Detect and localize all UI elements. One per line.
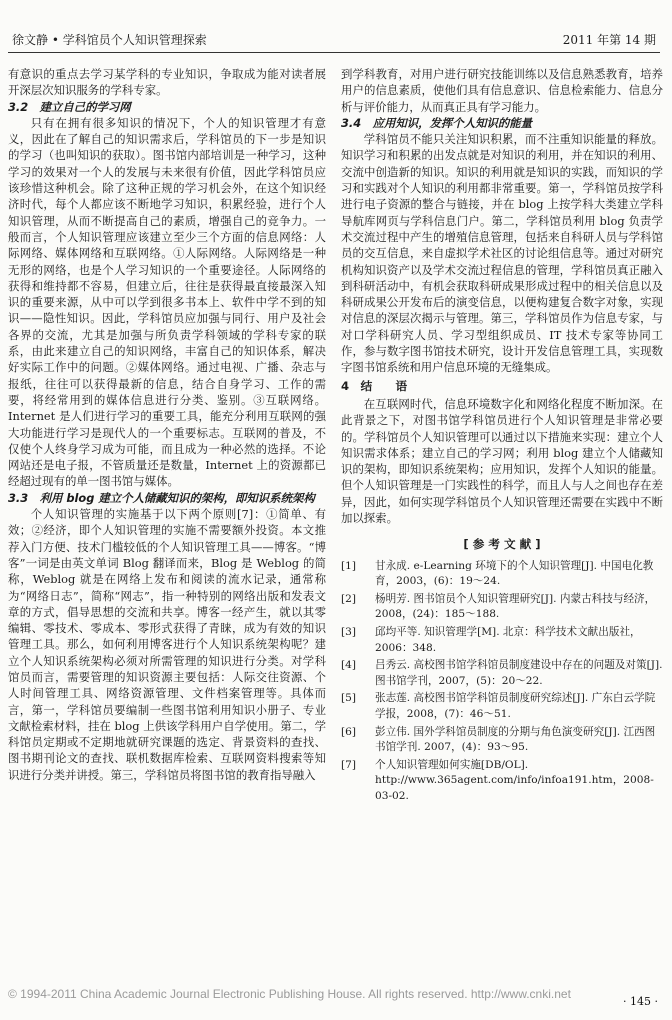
copyright-notice: © 1994-2011 China Academic Journal Electronic Publishing House. All rights reserved. http://www.cnki.net — [8, 987, 571, 1001]
paragraph: 在互联网时代，信息环境数字化和网络化程度不断加深。在此背景之下，对图书馆学科馆员进行个人知识管理是非常必要的。学科馆员个人知识管理可以通过以下措施来实现：建立个人知识需求体系；建立自己的学习网；利用 blog 建立个人储藏知识的架构，即知识系统架构；应用知识，发挥个人知识的能量。但个人知识管理是一门实践性的科学，而且人与人之间也存在差异，因此，如何实现学科馆员个人知识管理还需要在实践中不断加以探索。 — [341, 396, 663, 526]
header-title: 徐文静 • 学科馆员个人知识管理探索 — [12, 33, 207, 47]
right-column — [341, 66, 663, 807]
reference-text: 张志莲. 高校图书馆学科馆员制度研究综述[J]. 广东白云学院学报，2008，(7)：46～51. — [375, 692, 656, 720]
header-issue: 2011 年第 14 期 — [562, 33, 656, 47]
page-footer — [0, 985, 672, 1008]
paragraph: 学科馆员不能只关注知识积累，而不注重知识能量的释放。知识学习和积累的出发点就是对知识的利用，并在知识的利用、交流中创造新的知识。知识的利用就是知识的实践，而知识的学习和实践对个人知识的利用都非常重要。第一，学科馆员按学科进行电子资源的整合与链接，并在 blog 上按学科大类建立学科导航库网页与学科信息门户。第二，学科馆员利用 blog 负责学术交流过程中产生的增殖信息管理，包括来自科研人员与学科馆员的交互信息，来自虚拟学术社区的讨论组信息等。通过对研究机构知识资产以及学术交流过程信息的管理，学科馆员真正融入到科研活动中，有机会获取科研成果形成过程中的相关信息以及科研成果公开发布后的演变信息，以便构建复合数字对象，实现对信息的深层次揭示与管理。第三，学科馆员作为信息专家，与对口学科研究人员、学习型组织成员、IT 技术专家等协同工作，参与数字图书馆技术研究，设计开发信息管理工具，实现数字图书馆系统和用户信息环境的无缝集成。 — [341, 132, 663, 375]
references-title: [ 参 考 文 献 ] — [463, 537, 541, 552]
reference-text: 甘永成. e-Learning 环境下的个人知识管理[J]. 中国电化教育，2003，(6)：19～24. — [375, 559, 654, 588]
reference-number: [3] — [341, 625, 357, 638]
reference-text: 彭立伟. 国外学科馆员制度的分期与角色演变研究[J]. 江西图书馆学刊. 2007，(4)：93～95. — [375, 725, 656, 754]
reference-item — [341, 625, 663, 656]
section-heading: 3.3 利用 blog 建立个人储藏知识的架构，即知识系统架构 — [8, 490, 315, 505]
page-number: · 145 · — [623, 995, 658, 1008]
running-header — [8, 30, 660, 53]
reference-number: [6] — [341, 725, 357, 738]
paragraph: 只有在拥有很多知识的情况下，个人的知识管理才有意义，因此在了解自己的知识需求后，学科馆员的下一步是知识的学习（也叫知识的获取）。图书馆内部培训是一种学习，这种学习的效果对一个人的发展与未来很有价值，因此学科馆员应该珍惜这种机会。除了这种正规的学习机会外，在这个知识经济时代，每个人都应该不断地学习知识，积累经验，进行个人知识管理，从而不断提高自己的素质，增强自己的竞争力。一般而言，个人知识管理应该建立至少三个方面的信息网络：人际网络、媒体网络和互联网络。①人际网络。人际网络是一种无形的网络，也是个人学习知识的一个重要途径。人际网络的获得和维持都不容易，但建立后，往往是获得最直接最深入知识的重要来源，从中可以学到很多书本上、软件中学不到的知识——隐性知识。因此，学科馆员应加强与同行、用户及社会各界的交流，尤其是加强与所负责学科领域的学科专家的联系，由此来建立自己的知识网络，丰富自己的知识体系，解决好实际工作中的问题。②媒体网络。通过电视、广播、杂志与报纸，往往可以获得最新的信息，结合自身学习、工作的需要，将经常用到的媒体信息进行分类、鉴别。③互联网络。Internet 是人们进行学习的重要工具，能充分利用互联网的强大功能进行学习是现代人的一个重要标志。互联网的普及，不仅使个人终身学习成为可能，而且成为一种必然的选择。不论网站还是电子报，不管质量还是数量，Internet 上的资源都已经超过现有的单一图书馆与媒体。 — [8, 115, 326, 489]
paragraph: 到学科教育，对用户进行研究技能训练以及信息熟悉教育，培养用户的信息素质，使他们具有信息意识、信息检索能力、信息分析与评价能力，从而真正具有学习能力。 — [341, 67, 663, 114]
reference-number: [5] — [341, 692, 357, 705]
reference-number: [4] — [341, 659, 357, 672]
reference-item — [341, 691, 663, 722]
paragraph: 个人知识管理的实施基于以下两个原则[7]：①简单、有效；②经济，即个人知识管理的实施不需要额外投资。本文推荐入门方便、技术门槛较低的个人知识管理工具——博客。“博客”一词是由英文单词 Blog 翻译而来，Blog 是 Weblog 的简称，Weblog 就是在网络上发布和阅读的流水记录，通常称为“网络日志”，简称“网志”，指一种特别的网络出版和发表文章的方式，倡导思想的交流和共享。博客一经产生，就以其零编辑、零技术、零成本、零形式获得了青睐，成为有效的知识管理工具。那么，如何利用博客进行个人知识系统架构呢？建立个人知识系统架构必须对所需管理的知识进行分类。对学科馆员而言，需要管理的知识资源主要包括：人际交往资源、个人时间管理工具、网络资源管理、文件档案管理等。具体而言，第一，学科馆员要编制一些图书馆利用知识小册子、专业文献检索材料，挂在 blog 上供该学科用户自学使用。第二，学科馆员定期或不定期地就研究课题的选定、背景资料的查找、图书期刊论文的查找、联机数据库检索、互联网资料搜索等知识进行分类并讲授。第三，学科馆员将图书馆的教育指导融入 — [8, 507, 326, 782]
reference-item — [341, 592, 663, 623]
reference-text: 个人知识管理如何实施[DB/OL]. http://www.365agent.com/info/infoa191.htm，2008-03-02. — [375, 758, 654, 802]
references-list — [341, 559, 663, 805]
paragraph: 有意识的重点去学习某学科的专业知识，争取成为能对读者展开深层次知识服务的学科专家。 — [8, 67, 326, 98]
reference-text: 吕秀云. 高校图书馆学科馆员制度建设中存在的问题及对策[J]. 图书馆学刊，2007，(5)：20～22. — [375, 659, 663, 687]
left-column — [8, 66, 326, 783]
reference-number: [2] — [341, 592, 357, 605]
reference-text: 杨明芳. 图书馆员个人知识管理研究[J]. 内蒙古科技与经济，2008，(24)：185～188. — [375, 592, 656, 621]
section-heading: 3.2 建立自己的学习网 — [8, 99, 131, 114]
right-column-body — [341, 66, 663, 526]
section-heading: 4 结 语 — [341, 378, 408, 393]
reference-item — [341, 658, 663, 689]
section-heading: 3.4 应用知识，发挥个人知识的能量 — [341, 115, 533, 130]
reference-item — [341, 758, 663, 805]
reference-number: [1] — [341, 559, 357, 572]
reference-item — [341, 725, 663, 756]
reference-item — [341, 559, 663, 590]
reference-text: 邱均平等. 知识管理学[M]. 北京：科学技术文献出版社，2006：348. — [375, 625, 641, 654]
reference-number: [7] — [341, 758, 357, 771]
